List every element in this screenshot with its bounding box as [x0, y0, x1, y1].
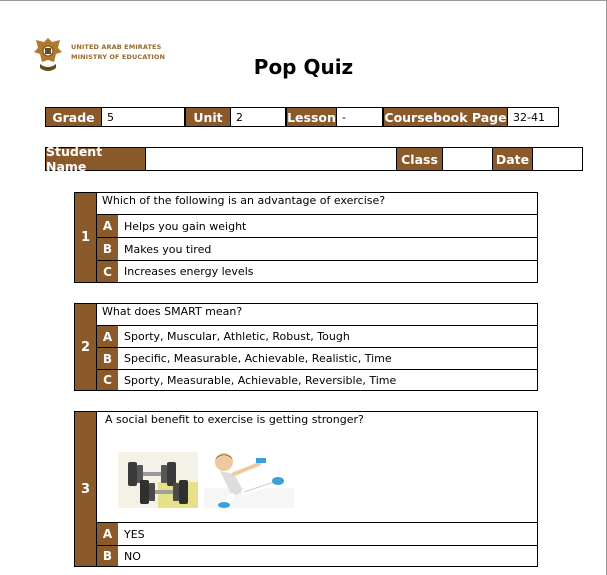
row-divider — [96, 545, 538, 546]
page-title: Pop Quiz — [253, 55, 354, 79]
grade-field[interactable] — [101, 107, 185, 127]
question-number: 1 — [74, 192, 97, 283]
coursebook-page-label: Coursebook Page — [383, 107, 508, 127]
page-frame-top — [0, 0, 607, 1]
coursebook-page-value: 32-41 — [513, 110, 545, 124]
option-letter: A — [97, 523, 118, 545]
option-c[interactable]: Sporty, Measurable, Achievable, Reversible, Time — [124, 373, 397, 387]
class-label: Class — [396, 147, 443, 171]
question-text: Which of the following is an advantage of exercise? — [102, 194, 386, 207]
option-letter: B — [97, 238, 118, 260]
option-b[interactable]: NO — [124, 549, 141, 563]
option-letter: B — [97, 348, 118, 369]
option-a[interactable]: Sporty, Muscular, Athletic, Robust, Tough — [124, 330, 350, 343]
option-letter: C — [97, 261, 118, 282]
grade-value: 5 — [107, 110, 114, 124]
question-number: 2 — [74, 303, 97, 391]
option-b[interactable]: Specific, Measurable, Achievable, Realistic, Time — [124, 352, 392, 365]
dumbbells-image — [118, 452, 198, 508]
coursebook-page-field[interactable] — [507, 107, 559, 127]
option-letter: A — [97, 215, 118, 237]
lesson-label: Lesson — [286, 107, 337, 127]
option-letter: C — [97, 370, 118, 390]
student-name-label: Student Name — [45, 147, 146, 171]
option-letter: A — [97, 326, 118, 347]
unit-value: 2 — [236, 110, 243, 124]
exercising-person-image — [204, 448, 294, 508]
option-a[interactable]: Helps you gain weight — [124, 219, 247, 233]
date-field[interactable] — [532, 147, 583, 171]
date-label: Date — [492, 147, 533, 171]
org-line-2: MINISTRY OF EDUCATION — [71, 53, 166, 61]
option-a[interactable]: YES — [124, 527, 145, 541]
question-text: A social benefit to exercise is getting stronger? — [105, 413, 364, 426]
option-c[interactable]: Increases energy levels — [124, 265, 254, 278]
class-field[interactable] — [442, 147, 493, 171]
unit-label: Unit — [185, 107, 231, 127]
grade-label: Grade — [45, 107, 102, 127]
lesson-field[interactable] — [336, 107, 383, 127]
lesson-value: - — [342, 110, 346, 124]
row-divider — [96, 522, 538, 523]
question-number: 3 — [74, 411, 97, 567]
org-line-1: UNITED ARAB EMIRATES — [71, 43, 162, 51]
option-letter: B — [97, 546, 118, 566]
option-b[interactable]: Makes you tired — [124, 242, 212, 256]
student-name-field[interactable] — [145, 147, 397, 171]
question-text: What does SMART mean? — [102, 305, 243, 318]
unit-field[interactable] — [230, 107, 286, 127]
